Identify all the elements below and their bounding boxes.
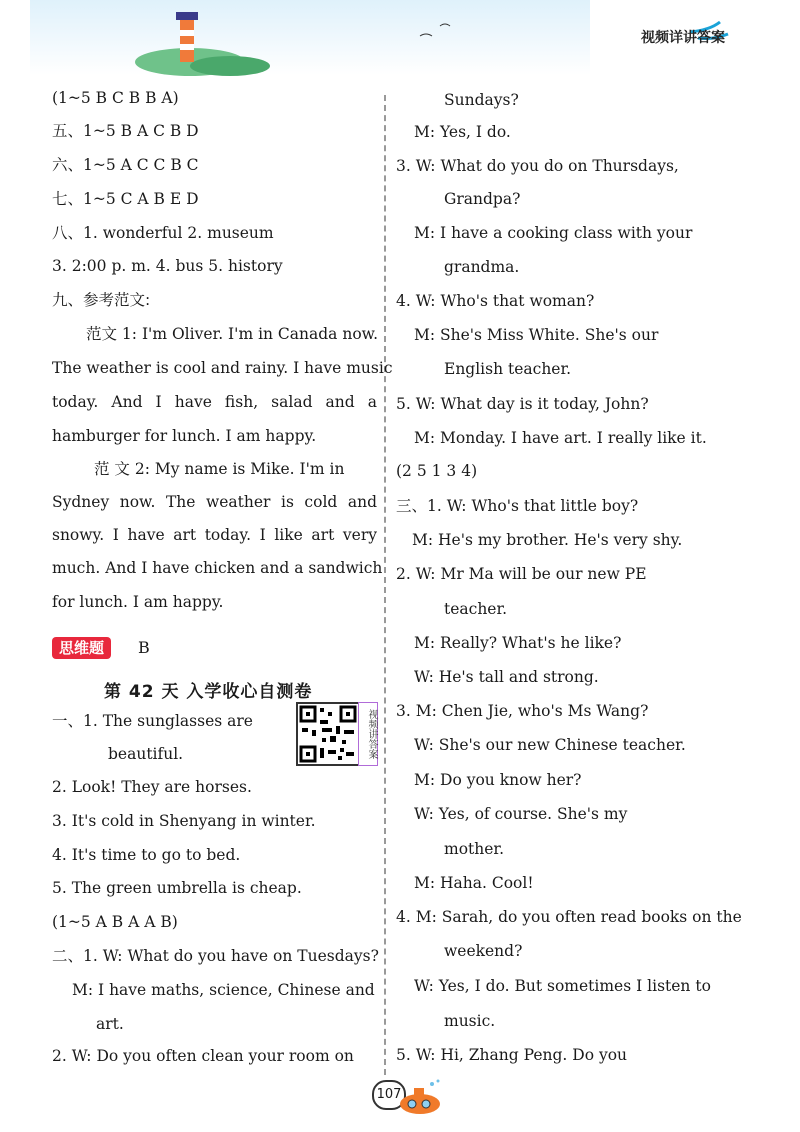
essay-line: for lunch. I am happy.: [52, 593, 224, 611]
answer-line: 六、1~5 A C C B C: [52, 156, 199, 174]
dialogue-line: 5. W: What day is it today, John?: [396, 395, 649, 413]
dialogue-line: 5. W: Hi, Zhang Peng. Do you: [396, 1046, 628, 1064]
dialogue-line: mother.: [444, 840, 505, 858]
dialogue-line: Sundays?: [444, 91, 519, 109]
essay-line: hamburger for lunch. I am happy.: [52, 427, 317, 445]
essay-line: Sydney now. The weather is cold and: [52, 493, 377, 511]
dialogue-line: weekend?: [444, 942, 523, 960]
dialogue-line: grandma.: [444, 258, 520, 276]
dialogue-line: M: Haha. Cool!: [414, 874, 534, 892]
dialogue-line: M: Monday. I have art. I really like it.: [414, 429, 707, 447]
answer-line: 3. 2:00 p. m. 4. bus 5. history: [52, 257, 283, 275]
column-divider: [384, 95, 386, 1075]
dialogue-line: English teacher.: [444, 360, 572, 378]
essay-line: snowy. I have art today. I like art very: [52, 526, 377, 544]
thinking-answer: B: [138, 638, 150, 657]
page-header: [0, 0, 800, 80]
dialogue-line: W: Yes, I do. But sometimes I listen to: [414, 977, 711, 995]
section-heading: 九、参考范文:: [52, 291, 151, 309]
dialogue-line: 3. M: Chen Jie, who's Ms Wang?: [396, 702, 649, 720]
essay-line: 范文 1: I'm Oliver. I'm in Canada now.: [86, 325, 379, 343]
answer-line: 4. It's time to go to bed.: [52, 846, 241, 864]
answer-line: (2 5 1 3 4): [396, 462, 478, 480]
dialogue-line: 2. W: Do you often clean your room on: [52, 1047, 354, 1065]
dialogue-line: M: She's Miss White. She's our: [414, 326, 659, 344]
dialogue-line: music.: [444, 1012, 496, 1030]
answer-line: (1~5 B C B B A): [52, 89, 179, 107]
dialogue-line: 三、1. W: Who's that little boy?: [396, 497, 639, 515]
dialogue-line: M: Do you know her?: [414, 771, 582, 789]
answer-line: 2. Look! They are horses.: [52, 778, 252, 796]
answer-line: 一、1. The sunglasses are: [52, 712, 253, 730]
dialogue-line: W: She's our new Chinese teacher.: [414, 736, 686, 754]
answer-line: beautiful.: [108, 745, 184, 763]
dialogue-line: Grandpa?: [444, 190, 521, 208]
answer-line: 五、1~5 B A C B D: [52, 122, 199, 140]
dialogue-line: M: He's my brother. He's very shy.: [412, 531, 683, 549]
essay-line: much. And I have chicken and a sandwich: [52, 559, 383, 577]
dialogue-line: art.: [96, 1015, 124, 1033]
dialogue-line: M: I have a cooking class with your: [414, 224, 693, 242]
dialogue-line: 3. W: What do you do on Thursdays,: [396, 157, 679, 175]
dialogue-line: W: Yes, of course. She's my: [414, 805, 628, 823]
qr-label: 视频讲答案: [358, 702, 378, 766]
qr-code-icon: [298, 704, 358, 764]
dialogue-line: M: I have maths, science, Chinese and: [72, 981, 375, 999]
dialogue-line: 4. W: Who's that woman?: [396, 292, 595, 310]
day-title: 第 42 天 入学收心自测卷: [104, 682, 313, 702]
dialogue-line: 二、1. W: What do you have on Tuesdays?: [52, 947, 379, 965]
essay-line: The weather is cool and rainy. I have music: [52, 359, 393, 377]
dialogue-line: 4. M: Sarah, do you often read books on the: [396, 908, 742, 926]
dialogue-line: W: He's tall and strong.: [414, 668, 599, 686]
answer-line: 5. The green umbrella is cheap.: [52, 879, 302, 897]
answer-line: 七、1~5 C A B E D: [52, 190, 199, 208]
essay-line: today. And I have fish, salad and a: [52, 393, 377, 411]
essay-line: 范 文 2: My name is Mike. I'm in: [94, 460, 345, 478]
answer-line: (1~5 A B A A B): [52, 913, 178, 931]
submarine-icon: [396, 1078, 446, 1118]
page-number: 107: [372, 1080, 406, 1110]
dialogue-line: 2. W: Mr Ma will be our new PE: [396, 565, 647, 583]
header-label: 视频详讲答案: [641, 30, 725, 46]
dialogue-line: M: Really? What's he like?: [414, 634, 622, 652]
thinking-badge: 思维题: [52, 637, 111, 659]
dialogue-line: M: Yes, I do.: [414, 123, 511, 141]
dialogue-line: teacher.: [444, 600, 508, 618]
answer-line: 八、1. wonderful 2. museum: [52, 224, 274, 242]
qr-code[interactable]: [296, 702, 360, 766]
answer-line: 3. It's cold in Shenyang in winter.: [52, 812, 316, 830]
